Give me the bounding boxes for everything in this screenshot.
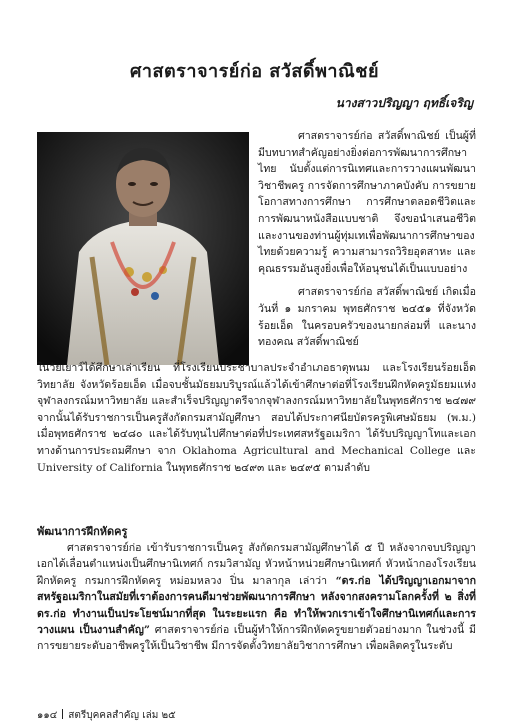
book-title: สตรีบุคคลสำคัญ เล่ม ๒๕	[68, 710, 176, 721]
page-number: ๑๑๔	[37, 710, 58, 721]
education-paragraph: ในวัยเยาว์ได้ศึกษาเล่าเรียน ที่โรงเรียนประชาบาลประจำอำเภอธาตุพนม และโรงเรียนร้อยเอ็ดวิทยาลัย จังหวัดร้อยเอ็ด เมื่อจบชั้นมัธยมบริบูรณ์แล้วได้เข้าศึกษาต่อที่โรงเรียนฝึกหัดครูมัธยมแห่งจุฬาลงกรณ์มหาวิทยาลัย และสำเร็จปริญญาตรีจากจุฬาลงกรณ์มหาวิทยาลัยในพุทธศักราช ๒๔๗๙ จากนั้นได้รับราชการเป็นครูสังกัดกรมสามัญศึกษา สอบได้ประกาศนียบัตรครูพิเศษมัธยม (พ.ม.) เมื่อพุทธศักราช ๒๔๘๐ และได้รับทุนไปศึกษาต่อที่ประเทศสหรัฐอเมริกา ได้รับปริญญาโทและเอกทางด้านการประถมศึกษา จาก Oklahoma Agricultural and Mechanical College และ University of California ในพุทธศักราช ๒๔๙๓ และ ๒๔๙๕ ตามลำดับ	[37, 362, 476, 474]
footer-divider	[62, 709, 63, 719]
section-heading: พัฒนาการฝึกหัดครู	[37, 525, 128, 538]
article-title: ศาสตราจารย์ก่อ สวัสดิ์พาณิชย์	[129, 61, 380, 82]
section-tail: ศาสตราจารย์ก่อ เป็นผู้ทำให้การฝึกหัดครูขยายตัวอย่างมาก ในช่วงนี้ มีการขยายระดับอาชีพครูให้เป็นวิชาชีพ มีการจัดตั้งวิทยาลัยวิชาการศึกษา เพื่อผลิตครูในระดับ	[37, 624, 476, 653]
section-body	[37, 540, 476, 655]
birth-paragraph: ศาสตราจารย์ก่อ สวัสดิ์พาณิชย์ เกิดเมื่อวันที่ ๑ มกราคม พุทธศักราช ๒๔๕๑ ที่จังหวัดร้อยเอ็ด ในครอบครัวของนายกล่อมที่ และนางทองคณ สวัสดิ์พาณิชย์	[258, 286, 476, 349]
section-intro: ศาสตราจารย์ก่อ เข้ารับราชการเป็นครู สังกัดกรมสามัญศึกษาได้ ๕ ปี หลังจากจบปริญญาเอกได้เลื่อนตำแหน่งเป็นศึกษานิเทศก์ กรมวิสามัญ หัวหน้าหน่วยศึกษานิเทศก์ หัวหน้ากองโรงเรียนฝึกหัดครู กรมการฝึกหัดครู หม่อมหลวง ปิ่น มาลากุล เล่าว่า	[37, 542, 476, 587]
page-footer	[37, 708, 176, 723]
intro-paragraph: ศาสตราจารย์ก่อ สวัสดิ์พาณิชย์ เป็นผู้ที่มีบทบาทสำคัญอย่างยิ่งต่อการพัฒนาการศึกษาไทย นับตั้งแต่การนิเทศและการวางแผนพัฒนาวิชาชีพครู การจัดการศึกษาภาคบังคับ การขยายโอกาสทางการศึกษา การศึกษาตลอดชีวิตและการพัฒนาหนังสือแบบชาติ จึงขอนำเสนอชีวิตและงานของท่านผู้ทุ่มเทเพื่อพัฒนาการศึกษาของไทยด้วยความรู้ ความสามารถวิริยอุตสาหะ และคุณธรรมอันสูงยิ่งเพื่อให้อนุชนได้เป็นแบบอย่าง	[258, 130, 476, 275]
author-name: นางสาวปริญญา ฤทธิ์เจริญ	[335, 96, 473, 110]
right-column	[258, 128, 476, 351]
portrait-photo	[37, 132, 249, 365]
biography-continuation	[37, 360, 476, 476]
section-quote: “ดร.ก่อ ได้ปริญญาเอกมาจากสหรัฐอเมริกาในสมัยที่เราต้องการคนดีมาช่วยพัฒนาการศึกษา หลังจากสงครามโลกครั้งที่ ๒ สิ่งที่ ดร.ก่อ ทำงานเป็นประโยชน์มากที่สุด ในระยะแรก คือ ทำให้พวกเราเข้าใจศึกษานิเทศก์และการวางแผน เป็นงานสำคัญ”	[37, 574, 476, 637]
